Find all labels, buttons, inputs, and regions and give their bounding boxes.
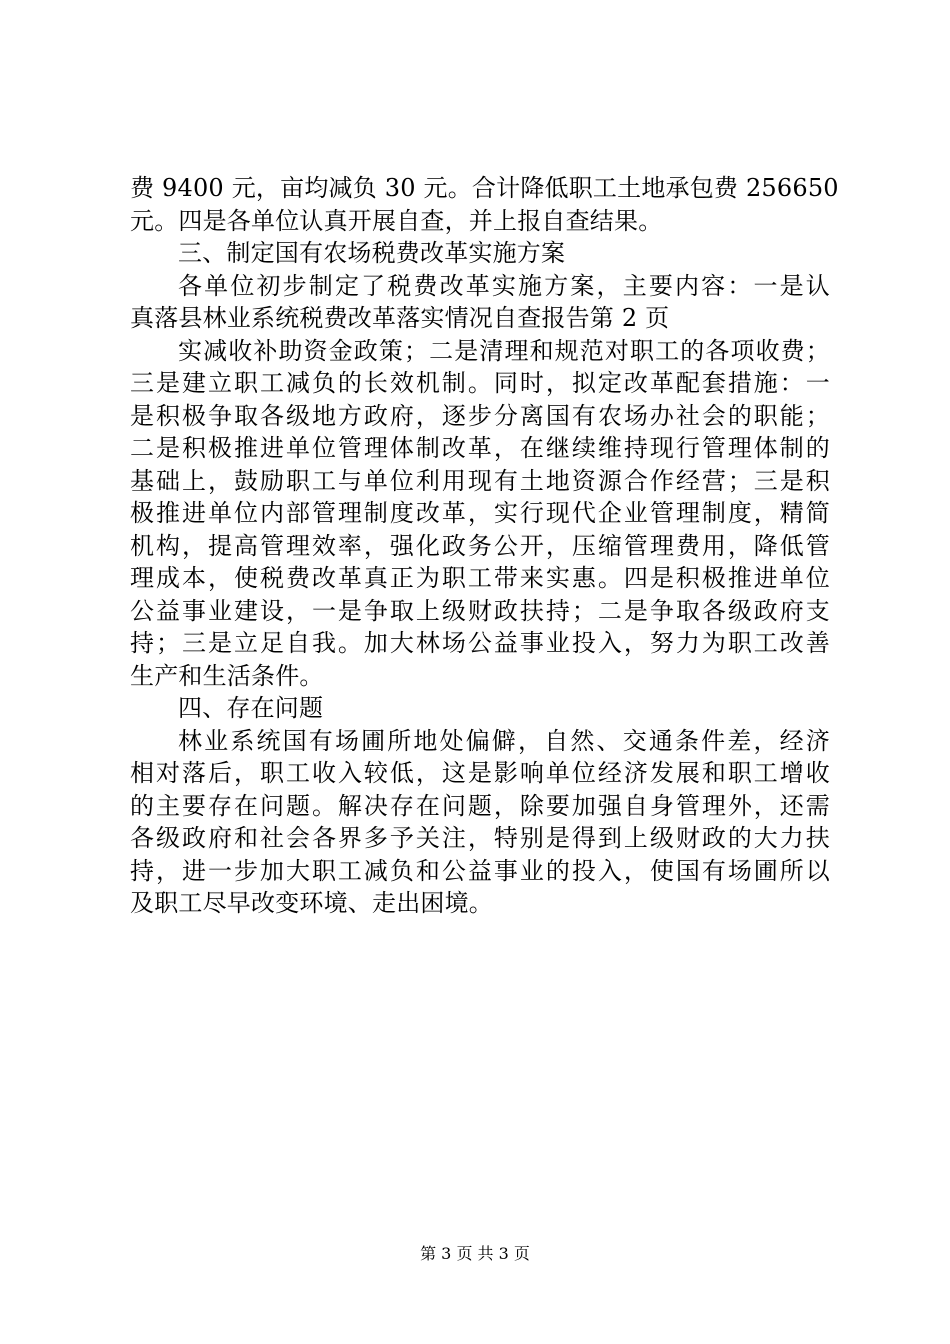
text-line: 持，进一步加大职工减负和公益事业的投入，使国有场圃所以 [130, 856, 830, 885]
text-line: 的主要存在问题。解决存在问题，除要加强自身管理外，还需 [130, 791, 830, 820]
text-line: 元。四是各单位认真开展自查，并上报自查结果。 [130, 206, 663, 235]
text-line: 机构，提高管理效率，强化政务公开，压缩管理费用，降低管 [130, 531, 830, 560]
text-line: 及职工尽早改变环境、走出困境。 [130, 889, 493, 917]
text-line: 生产和生活条件。 [130, 661, 324, 690]
text-line: 各级政府和社会各界多予关注，特别是得到上级财政的大力扶 [130, 824, 830, 852]
text-line: 各单位初步制定了税费改革实施方案，主要内容：一是认 [178, 271, 830, 300]
text-line: 基础上，鼓励职工与单位利用现有土地资源合作经营；三是积 [130, 466, 830, 495]
text-line: 三是建立职工减负的长效机制。同时，拟定改革配套措施：一 [130, 369, 830, 397]
text-line: 持；三是立足自我。加大林场公益事业投入，努力为职工改善 [130, 629, 830, 657]
page-number-footer: 第 3 页 共 3 页 [420, 1244, 530, 1263]
section-heading: 三、制定国有农场税费改革实施方案 [178, 239, 566, 267]
text-line: 公益事业建设，一是争取上级财政扶持；二是争取各级政府支 [130, 596, 830, 625]
text-line: 真落县林业系统税费改革落实情况自查报告第 2 页 [130, 304, 670, 332]
body-text [130, 172, 839, 920]
text-line: 理成本，使税费改革真正为职工带来实惠。四是积极推进单位 [130, 564, 830, 592]
text-line: 相对落后，职工收入较低，这是影响单位经济发展和职工增收 [130, 759, 830, 787]
text-line: 是积极争取各级地方政府，逐步分离国有农场办社会的职能； [130, 401, 830, 430]
text-line: 极推进单位内部管理制度改革，实行现代企业管理制度，精简 [130, 499, 830, 527]
section-heading: 四、存在问题 [178, 694, 324, 722]
text-line: 实减收补助资金政策；二是清理和规范对职工的各项收费； [178, 336, 830, 365]
text-line: 二是积极推进单位管理体制改革，在继续维持现行管理体制的 [130, 434, 830, 462]
text-line: 费 9400 元，亩均减负 30 元。合计降低职工土地承包费 256650 [130, 174, 839, 202]
text-line: 林业系统国有场圃所地处偏僻，自然、交通条件差，经济 [178, 726, 830, 755]
